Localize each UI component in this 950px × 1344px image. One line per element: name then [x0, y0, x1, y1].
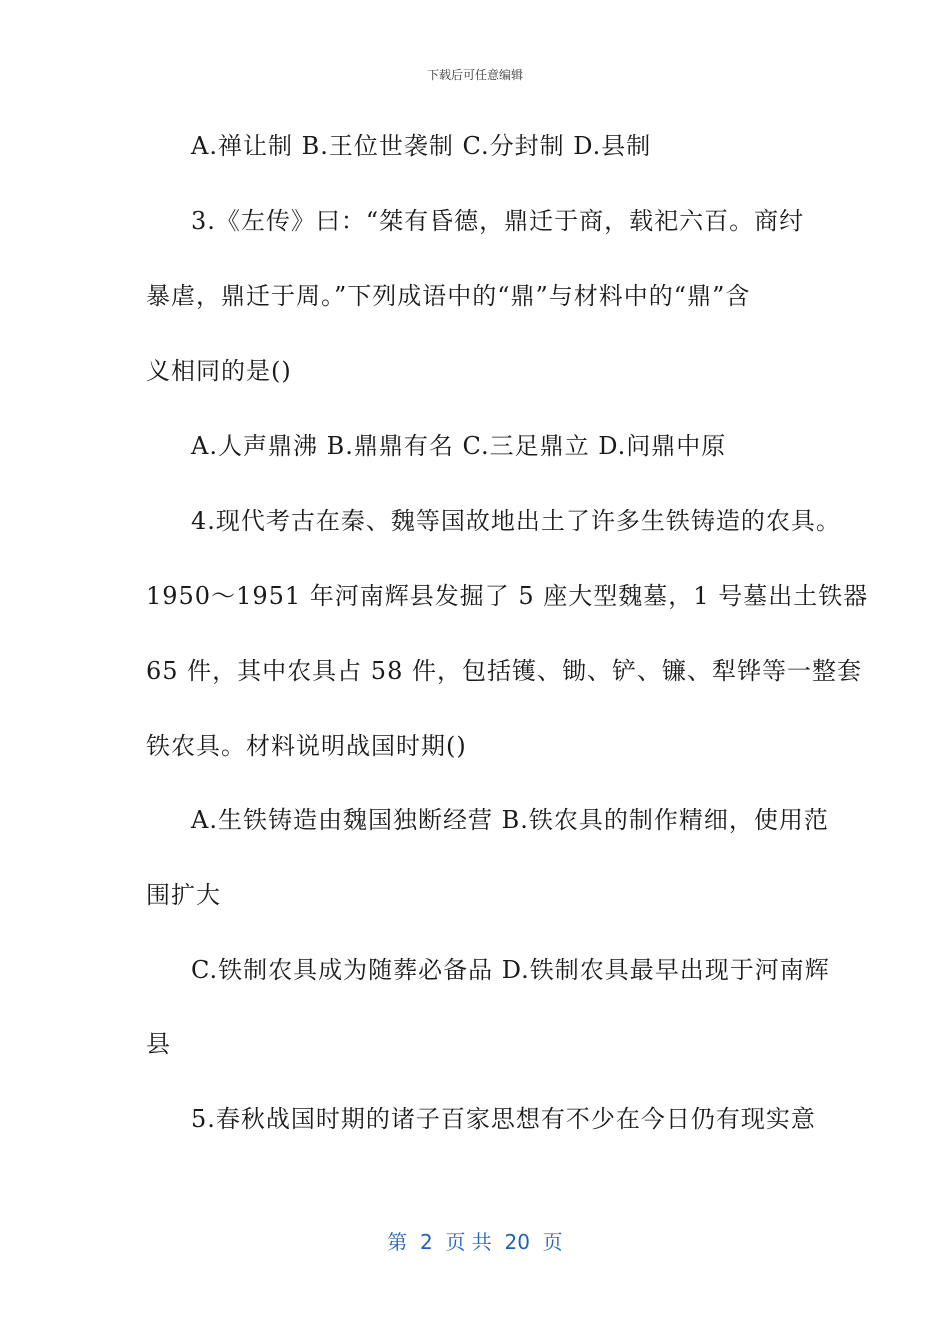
text-line: 3.《左传》曰：“桀有昏德，鼎迁于商，载祀六百。商纣 — [191, 207, 805, 235]
page-header-note: 下载后可任意编辑 — [426, 68, 523, 82]
text-line: 县 — [146, 1030, 171, 1058]
text-line: A.人声鼎沸 B.鼎鼎有名 C.三足鼎立 D.问鼎中原 — [191, 432, 727, 460]
text-line: 5.春秋战国时期的诸子百家思想有不少在今日仍有现实意 — [191, 1105, 816, 1133]
text-line: 暴虐，鼎迁于周。”下列成语中的“鼎”与材料中的“鼎”含 — [146, 282, 751, 310]
text-line: A.禅让制 B.王位世袭制 C.分封制 D.县制 — [191, 132, 652, 160]
text-line: 1950～1951 年河南辉县发掘了 5 座大型魏墓，1 号墓出土铁器 — [146, 582, 869, 610]
text-line: 铁农具。材料说明战国时期() — [146, 732, 467, 760]
text-line: 4.现代考古在秦、魏等国故地出土了许多生铁铸造的农具。 — [191, 507, 841, 535]
text-line: 65 件，其中农具占 58 件，包括镬、锄、铲、镰、犁铧等一整套 — [146, 657, 862, 685]
page-number-footer: 第 2 页 共 20 页 — [387, 1230, 563, 1254]
text-line: 围扩大 — [146, 881, 221, 909]
text-line: 义相同的是() — [146, 357, 292, 385]
text-line: C.铁制农具成为随葬必备品 D.铁制农具最早出现于河南辉 — [191, 956, 830, 984]
text-line: A.生铁铸造由魏国独断经营 B.铁农具的制作精细，使用范 — [191, 806, 829, 834]
